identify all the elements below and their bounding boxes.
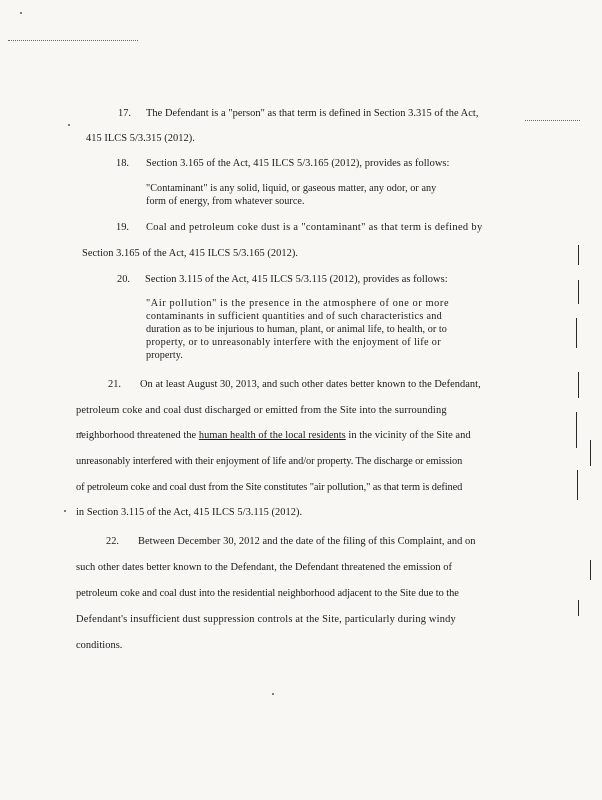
scan-artifact-margin (525, 120, 580, 122)
paragraph-21-number: 21. (108, 379, 121, 390)
paragraph-22-line-2: such other dates better known to the Defendant, the Defendant threatened the emission of (76, 562, 453, 573)
paragraph-21-line-3-end: in the vicinity of the Site and (345, 430, 471, 441)
paragraph-22-line-5: conditions. (76, 640, 123, 651)
paragraph-21-line-2: petroleum coke and coal dust discharged or emitted from the Site into the surrounding (76, 405, 447, 416)
paragraph-22-line-1: Between December 30, 2012 and the date of the filing of this Complaint, and on (138, 536, 476, 547)
margin-mark (578, 600, 579, 616)
margin-mark (576, 318, 577, 348)
paragraph-21-line-3 (76, 430, 471, 442)
margin-mark (577, 470, 578, 500)
margin-mark (578, 280, 579, 304)
paragraph-22-line-3: petroleum coke and coal dust into the residential neighborhood adjacent to the Site due to the (76, 588, 459, 599)
paragraph-20-quote-4: property, or to unreasonably interfere with the enjoyment of life or (146, 337, 441, 348)
paragraph-20-quote-2: contaminants in sufficient quantities and of such characteristics and (146, 311, 443, 322)
paragraph-21-underlined-phrase: human health of the local residents (198, 430, 346, 441)
paragraph-18-line-1: Section 3.165 of the Act, 415 ILCS 5/3.165 (2012), provides as follows: (146, 158, 450, 169)
scan-speck (20, 12, 22, 14)
paragraph-17-number: 17. (118, 108, 131, 119)
paragraph-20-quote-5: property. (146, 350, 183, 361)
paragraph-21-line-1: On at least August 30, 2013, and such other dates better known to the Defendant, (140, 379, 481, 390)
paragraph-20-quote-3: duration as to be injurious to human, plant, or animal life, to health, or to (146, 324, 447, 335)
paragraph-20-line-1: Section 3.115 of the Act, 415 ILCS 5/3.115 (2012), provides as follows: (145, 274, 448, 285)
paragraph-21-line-6: in Section 3.115 of the Act, 415 ILCS 5/3.115 (2012). (76, 507, 303, 518)
paragraph-19-number: 19. (116, 222, 129, 233)
paragraph-22-number: 22. (106, 536, 119, 547)
scan-speck (272, 693, 274, 695)
margin-mark (578, 372, 579, 398)
paragraph-20-quote-1: "Air pollution" is the presence in the atmosphere of one or more (146, 298, 450, 309)
margin-mark (590, 440, 591, 466)
margin-mark (576, 412, 577, 448)
paragraph-18-quote-2: form of energy, from whatever source. (146, 196, 305, 207)
paragraph-21-line-4: unreasonably interfered with their enjoyment of life and/or property. The discharge or emission (76, 456, 463, 467)
paragraph-19-line-1: Coal and petroleum coke dust is a "contaminant" as that term is defined by (146, 222, 483, 233)
paragraph-18-number: 18. (116, 158, 129, 169)
paragraph-21-line-3-start: neighborhood threatened the (76, 430, 199, 441)
paragraph-17-line-2: 415 ILCS 5/3.315 (2012). (86, 133, 195, 144)
scan-speck (64, 510, 66, 512)
margin-mark (590, 560, 591, 580)
paragraph-21-line-5: of petroleum coke and coal dust from the Site constitutes "air pollution," as that term is defined (76, 482, 463, 493)
paragraph-19-line-2: Section 3.165 of the Act, 415 ILCS 5/3.165 (2012). (82, 248, 299, 259)
paragraph-22-line-4: Defendant's insufficient dust suppression controls at the Site, particularly during windy (76, 614, 456, 625)
scan-speck (68, 124, 70, 126)
scan-artifact-top (8, 40, 138, 42)
paragraph-20-number: 20. (117, 274, 130, 285)
paragraph-18-quote-1: "Contaminant" is any solid, liquid, or gaseous matter, any odor, or any (146, 183, 437, 194)
margin-mark (578, 245, 579, 265)
paragraph-17-line-1: The Defendant is a "person" as that term is defined in Section 3.315 of the Act, (146, 108, 479, 119)
